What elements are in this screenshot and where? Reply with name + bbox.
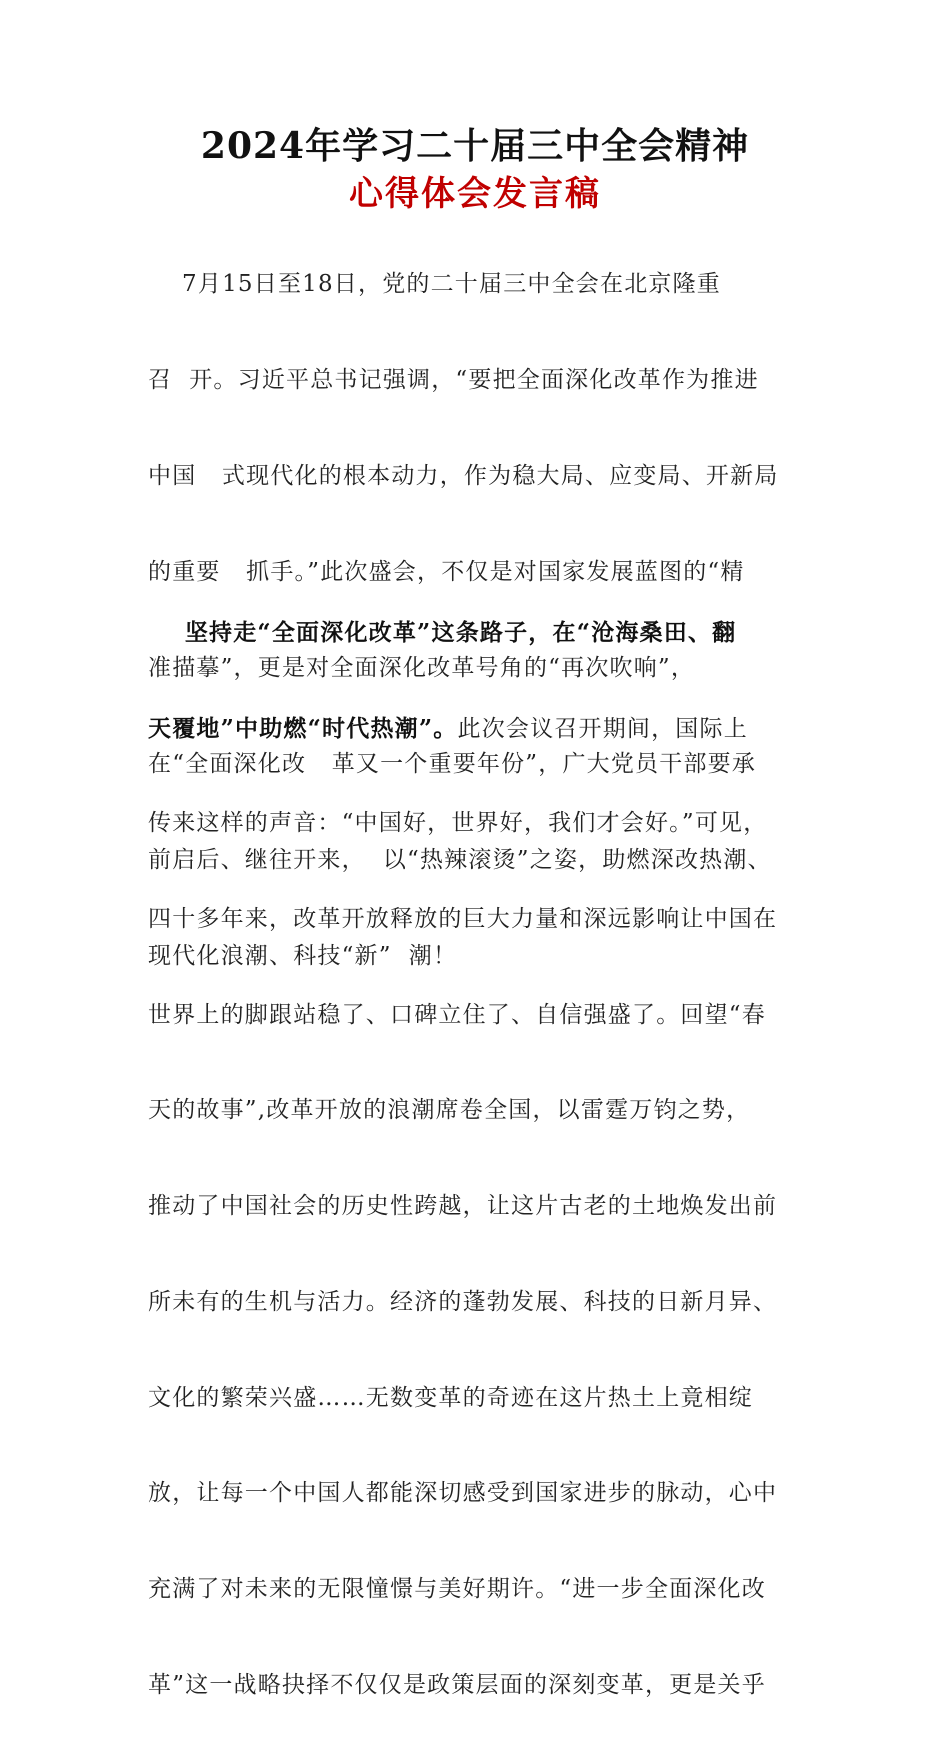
text-line: 所未有的生机与活力。经济的蓬勃发展、科技的日新月异、 — [148, 1288, 778, 1315]
text-line: 准描摹”，更是对全面深化改革号角的“再次吹响”， — [148, 655, 696, 681]
text-line: 革”这一战略抉择不仅仅是政策层面的深刻变革，更是关乎 — [148, 1671, 766, 1698]
text-line — [148, 611, 808, 655]
text-line: 天的故事”,改革开放的浪潮席卷全国，以雷霆万钧之势， — [148, 1097, 751, 1124]
text-line: 在“全面深化改 革又一个重要年份”，广大党员干部要承 — [148, 751, 757, 777]
text-line: 四十多年来，改革开放释放的巨大力量和深远影响让中国在 — [148, 906, 778, 933]
text-line: 7月15日至18日，党的二十届三中全会在北京隆重 — [148, 271, 722, 297]
paragraph-heading: 坚持走“全面深化改革”这条路子，在“沧海桑田、翻 — [148, 619, 737, 646]
document-subtitle: 心得体会发言稿 — [349, 174, 601, 214]
text-line: 推动了中国社会的历史性跨越，让这片古老的土地焕发出前 — [148, 1193, 778, 1220]
text-line: 的重要 抓手。”此次盛会，不仅是对国家发展蓝图的“精 — [148, 559, 745, 585]
text-line: 召 开。习近平总书记强调，“要把全面深化改革作为推进 — [148, 367, 759, 393]
text-line — [148, 707, 808, 751]
text-line: 传来这样的声音：“中国好，世界好，我们才会好。”可见， — [148, 810, 768, 837]
document-title: 2024年学习二十届三中全会精神 — [200, 125, 750, 167]
text-line: 世界上的脚跟站稳了、口碑立住了、自信强盛了。回望“春 — [148, 1001, 766, 1028]
text-span: 此次会议召开期间，国际上 — [457, 715, 748, 742]
text-line: 前启后、继往开来， 以“热辣滚烫”之姿，助燃深改热潮、 — [148, 847, 772, 873]
text-line: 充满了对未来的无限憧憬与美好期许。“进一步全面深化改 — [148, 1575, 766, 1602]
paragraph-heading: 天覆地”中助燃“时代热潮”。 — [148, 714, 458, 742]
paragraph-2 — [148, 559, 808, 1759]
text-line: 文化的繁荣兴盛……无数变革的奇迹在这片热土上竟相绽 — [148, 1384, 753, 1411]
text-line: 现代化浪潮、科技“新” 潮！ — [148, 943, 458, 969]
text-line: 中国 式现代化的根本动力，作为稳大局、应变局、开新局 — [148, 463, 779, 489]
text-line: 放，让每一个中国人都能深切感受到国家进步的脉动，心中 — [148, 1480, 778, 1507]
